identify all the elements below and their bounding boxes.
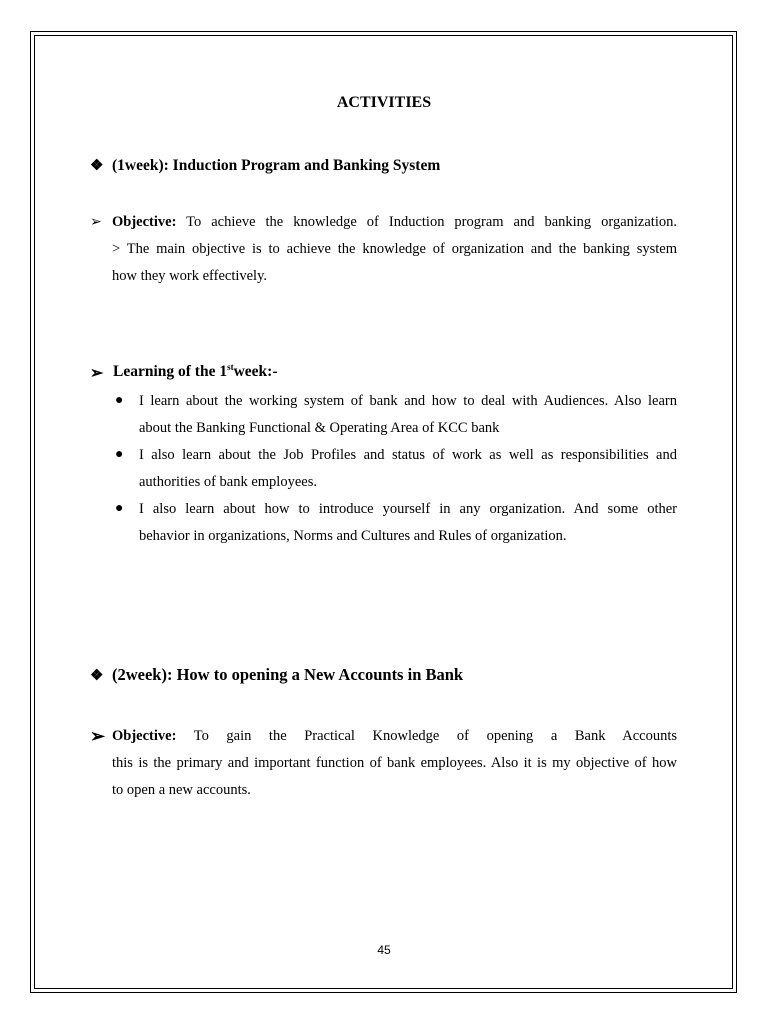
week2-objective-line1: To gain the Practical Knowledge of opening a Bank Accounts (193, 728, 677, 744)
week1-objective-line3: how they work effectively. (112, 268, 268, 284)
list-item: I also learn about the Job Profiles and status of work as well as responsibilities and authorities of bank employees. (139, 447, 677, 490)
bullet-dot-icon: ● (115, 393, 124, 408)
page-title: ACTIVITIES (336, 94, 432, 111)
diamond-bullet-icon: ❖ (90, 158, 104, 174)
week2-objective-line3: to open a new accounts. (112, 782, 251, 798)
list-item: I also learn about how to introduce yourself in any organization. And some other behavior in organizations, Norms and Cultures and Rules of organization. (139, 501, 677, 544)
week2-objective (112, 723, 677, 804)
objective-label: Objective: (112, 728, 177, 744)
week2-objective-line2: this is the primary and important function of bank employees. Also it is my objective of how (112, 755, 677, 771)
week1-objective-line1: To achieve the knowledge of Induction program and banking organization. (186, 214, 677, 230)
week1-heading-text: (1week): Induction Program and Banking System (112, 157, 441, 174)
week2-heading (90, 665, 463, 685)
bullet-dot-icon: ● (115, 447, 124, 462)
diamond-bullet-icon: ❖ (90, 668, 104, 684)
bullet-dot-icon: ● (115, 501, 124, 516)
page-number: 45 (377, 943, 391, 957)
objective-label: Objective: (112, 214, 177, 230)
arrow-bullet-icon: ➢ (90, 726, 106, 746)
arrow-bullet-icon: ➢ (90, 365, 104, 382)
learning-heading: Learning of the 1stweek:- (113, 361, 278, 380)
week1-objective-line2: > The main objective is to achieve the knowledge of organization and the banking system (112, 241, 677, 257)
list-item: I learn about the working system of bank and how to deal with Audiences. Also learn about the Banking Functional & Operating Area of KCC bank (139, 393, 677, 436)
week1-objective (112, 209, 677, 290)
week2-heading-text: (2week): How to opening a New Accounts in Bank (112, 665, 464, 684)
week1-heading (90, 156, 440, 175)
arrow-bullet-icon: ➢ (90, 215, 102, 230)
